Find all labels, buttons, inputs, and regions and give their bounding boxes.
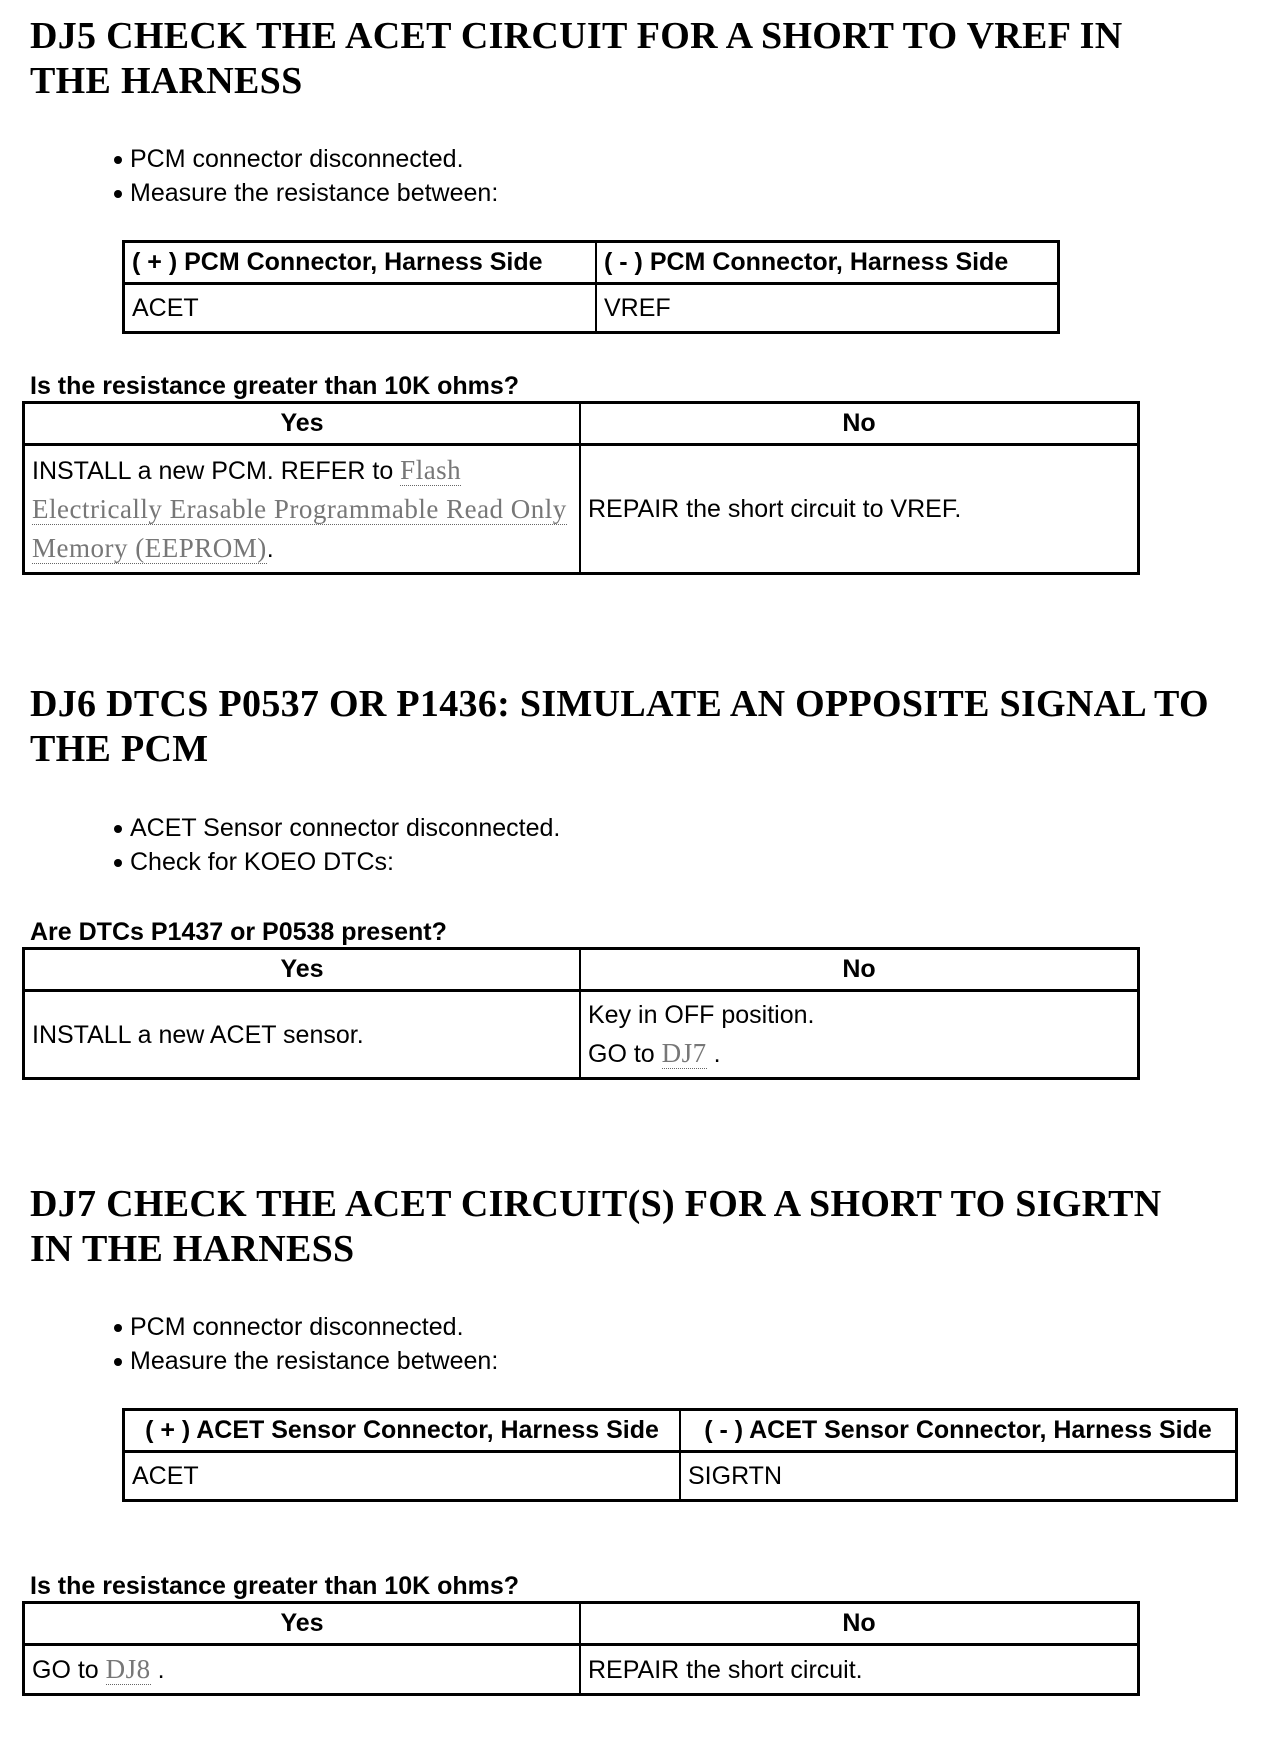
dj7-title <box>30 1182 1161 1272</box>
list-item: Measure the resistance between: <box>112 176 498 210</box>
dj6-title <box>30 682 1209 772</box>
table-header: ( - ) PCM Connector, Harness Side <box>596 242 1059 284</box>
dj5-title-line1: DJ5 CHECK THE ACET CIRCUIT FOR A SHORT TO VREF IN <box>30 15 1123 57</box>
yes-cell <box>24 1645 581 1695</box>
yes-cell <box>24 445 581 574</box>
table-row <box>124 284 1059 333</box>
table-row <box>24 1645 1139 1695</box>
yes-header: Yes <box>24 1603 581 1645</box>
table-cell: VREF <box>596 284 1059 333</box>
table-row <box>124 1452 1237 1501</box>
dj5-question: Is the resistance greater than 10K ohms? <box>30 372 520 400</box>
no-header: No <box>580 1603 1139 1645</box>
table-cell: ACET <box>124 1452 681 1501</box>
dj5-answer-table <box>22 401 1140 575</box>
table-row <box>24 445 1139 574</box>
table-cell: SIGRTN <box>680 1452 1237 1501</box>
no-goto-suffix: . <box>706 1040 721 1068</box>
dj5-title-line2: THE HARNESS <box>30 60 303 102</box>
dj5-bullet-list <box>112 142 498 210</box>
no-line1: Key in OFF position. <box>588 1001 815 1029</box>
no-goto-prefix: GO to <box>588 1040 662 1068</box>
no-header: No <box>580 403 1139 445</box>
dj6-question: Are DTCs P1437 or P0538 present? <box>30 918 447 946</box>
dj6-title-line1: DJ6 DTCS P0537 OR P1436: SIMULATE AN OPPOSITE SIGNAL TO <box>30 683 1209 725</box>
dj7-bullet-list <box>112 1310 498 1378</box>
no-cell: REPAIR the short circuit to VREF. <box>580 445 1139 574</box>
dj6-title-line2: THE PCM <box>30 728 209 770</box>
no-cell <box>580 991 1139 1079</box>
table-header: ( - ) ACET Sensor Connector, Harness Side <box>680 1410 1237 1452</box>
table-cell: ACET <box>124 284 597 333</box>
no-cell: REPAIR the short circuit. <box>580 1645 1139 1695</box>
yes-header: Yes <box>24 949 581 991</box>
table-row <box>24 991 1139 1079</box>
dj7-title-line1: DJ7 CHECK THE ACET CIRCUIT(S) FOR A SHORT TO SIGRTN <box>30 1183 1162 1225</box>
list-item: PCM connector disconnected. <box>112 142 498 176</box>
dj7-answer-table <box>22 1601 1140 1696</box>
list-item: Measure the resistance between: <box>112 1344 498 1378</box>
table-header: ( + ) ACET Sensor Connector, Harness Side <box>124 1410 681 1452</box>
yes-suffix: . <box>150 1656 165 1684</box>
eeprom-link[interactable]: Flash Electrically Erasable Programmable Read Only Memory (EEPROM) <box>32 454 567 563</box>
yes-prefix: GO to <box>32 1656 106 1684</box>
yes-header: Yes <box>24 403 581 445</box>
dj7-measure-table <box>122 1408 1238 1502</box>
list-item: Check for KOEO DTCs: <box>112 845 560 879</box>
dj8-link[interactable]: DJ8 <box>105 1654 151 1684</box>
no-header: No <box>580 949 1139 991</box>
dj6-bullet-list <box>112 811 560 879</box>
dj7-link[interactable]: DJ7 <box>661 1038 707 1068</box>
yes-text: INSTALL a new PCM. REFER to <box>32 456 401 485</box>
table-header: ( + ) PCM Connector, Harness Side <box>124 242 597 284</box>
yes-cell: INSTALL a new ACET sensor. <box>24 991 581 1079</box>
dj7-question: Is the resistance greater than 10K ohms? <box>30 1572 520 1600</box>
yes-suffix: . <box>266 534 274 563</box>
dj5-measure-table <box>122 240 1060 334</box>
list-item: ACET Sensor connector disconnected. <box>112 811 560 845</box>
dj7-title-line2: IN THE HARNESS <box>30 1228 355 1270</box>
dj6-answer-table <box>22 947 1140 1080</box>
list-item: PCM connector disconnected. <box>112 1310 498 1344</box>
dj5-title <box>30 14 1122 104</box>
